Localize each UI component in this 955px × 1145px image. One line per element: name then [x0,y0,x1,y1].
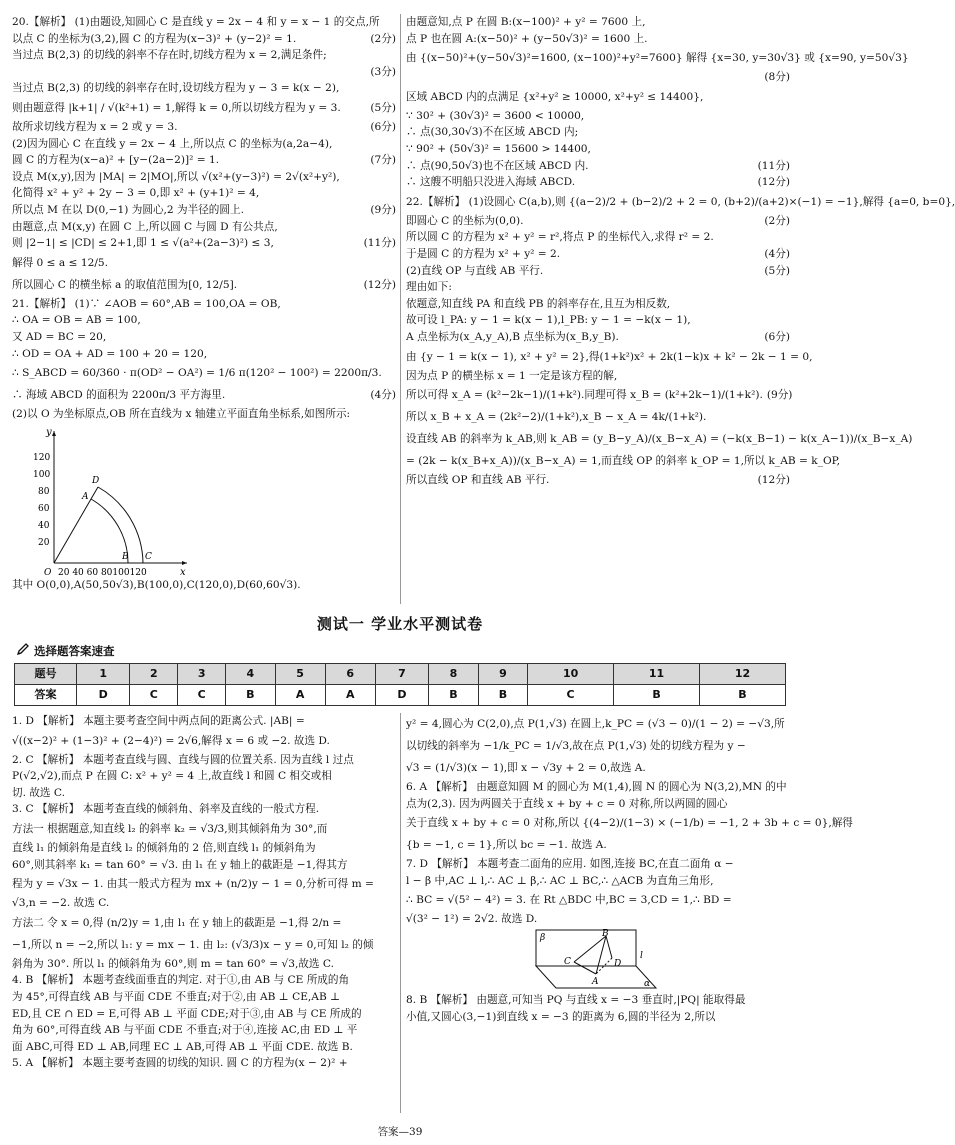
line-text: √3 = (1/√3)(x − 1),即 x − √3y + 2 = 0,故选 A. [406,762,646,774]
score-mark: (12分) [363,278,396,291]
section-title: 测试一 学业水平测试卷 [316,615,484,633]
question-number-cell: 10 [528,664,614,685]
text-line [12,219,396,236]
score-mark: (12分) [757,474,790,487]
text-line [12,235,396,252]
question-number-cell: 1 [77,664,130,685]
column-divider [400,14,401,604]
right-column-lower [406,713,853,1123]
dihedral-figure [406,928,790,992]
text-line [406,191,955,213]
line-text: 所以可得 x_A = (k²−2k−1)/(1+k²).同理可得 x_B = (k²+2k−1)/(1+k²). [406,389,763,402]
score-mark: (8分) [764,71,790,84]
column-divider-lower [400,713,401,1113]
line-text: 21.【解析】 (1)∵ ∠AOB = 60°,AB = 100,OA = OB, [12,297,281,310]
score-mark: (2分) [370,32,396,45]
answer-cell: C [130,685,178,706]
line-text: (2)因为圆心 C 在直线 y = 2x − 4 上,所以点 C 的坐标为(a,2a−4), [12,137,333,150]
line-text: 方法二 令 x = 0,得 (n/2)y = 1,由 l₁ 在 y 轴上的截距是 −1,得 2/n = [12,916,342,929]
text-line [12,577,396,594]
x-ticks: 20 40 60 80100120 [58,567,147,578]
line-text: ∴ S_ABCD = 60/360 · π(OD² − OA²) = 1/6 π(120² − 100²) = 2200π/3. [12,367,382,380]
line-text: ∵ 90² + (50√3)² = 15600 > 14400, [406,142,591,155]
line-text: 依题意,知直线 PA 和直线 PB 的斜率存在,且互为相反数, [406,297,671,310]
text-line [406,368,790,385]
text-line [406,812,853,834]
line-text: 故可设 l_PA: y − 1 = k(x − 1),l_PB: y − 1 = −k(x − 1), [406,314,691,327]
line-text: 为 45°,可得直线 AB 与平面 CDE 不垂直;对于②,由 AB ⊥ CE,AB ⊥ [12,990,341,1003]
y-tick: 40 [38,520,50,531]
line-text: {b = −1, c = 1},所以 bc = −1. 故选 A. [406,839,607,852]
line-text: 化简得 x² + y² + 2y − 3 = 0,即 x² + (y+1)² = 4, [12,187,260,200]
score-mark: (7分) [370,154,396,167]
line-text: 则 |2−1| ≤ |CD| ≤ 2+1,即 1 ≤ √(a²+(2a−3)²) ≤ 3, [12,237,274,250]
text-line [406,312,790,329]
answer-table-answer-row [15,685,786,706]
plane-beta-label: β [540,932,546,943]
text-line [12,31,396,48]
line-text: 理由如下: [406,281,452,294]
line-text: 7. D 【解析】 本题考查二面角的应用. 如图,连接 BC,在直二面角 α − [406,858,734,871]
answer-cell: A [325,685,375,706]
line-text: l − β 中,AC ⊥ l,∴ AC ⊥ β,∴ AC ⊥ BC,∴ △ACB 为直角三角形, [406,874,714,887]
line-text: 点为(2,3). 因为两圆关于直线 x + by + c = 0 对称,所以两圆的圆心 [406,797,728,810]
line-text: ∴ OA = OB = AB = 100, [12,314,141,327]
text-line [406,329,790,346]
line-text: 斜角为 30°. 所以 l₁ 的倾斜角为 60°,则 m = tan 60° = √3,故选 C. [12,957,334,970]
text-line [406,296,790,313]
line-text: 因为点 P 的横坐标 x = 1 一定是该方程的解, [406,369,618,382]
answer-cell: C [178,685,226,706]
score-mark: (11分) [363,237,396,250]
y-tick: 100 [33,469,51,480]
text-line [12,169,396,186]
line-text: 22.【解析】 (1)设圆心 C(a,b),则 {(a−2)/2 + (b−2)/2 + 2 = 0, (b+2)/(a+2)×(−1) = −1},解得 {a=0, b=0}, [406,195,955,208]
line-text: 由 {(x−50)²+(y−50√3)²=1600, (x−100)²+y²=7600} 解得 {x=30, y=30√3} 或 {x=90, y=50√3} [406,52,909,65]
score-mark: (4分) [764,247,790,260]
question-number-cell: 4 [226,664,275,685]
line-text: 角为 60°,可得直线 AB 与平面 CDE 不垂直;对于④,连接 AC,由 ED ⊥ 平 [12,1024,358,1037]
text-line [12,972,396,989]
line-text: 由题意,点 M(x,y) 在圆 C 上,所以圆 C 与圆 D 有公共点, [12,220,278,233]
text-line [12,857,396,874]
pencil-icon [16,642,30,661]
line-text: ∴ 点(90,50√3)也不在区域 ABCD 内. [406,159,589,172]
point-label-c: C [145,551,152,562]
text-line [12,818,396,840]
question-number-cell: 8 [429,664,478,685]
text-line [406,992,790,1009]
text-line [12,152,396,169]
text-line [12,956,396,973]
line-text: 方法一 根据题意,知直线 l₂ 的斜率 k₂ = √3/3,则其倾斜角为 30°,而 [12,822,328,835]
point-label-d: D [92,475,100,486]
line-text: (2)直线 OP 与直线 AB 平行. [406,264,544,277]
text-line [12,785,396,802]
line-text: 又 AD = BC = 20, [12,330,107,343]
line-text: 所以 x_B + x_A = (2k²−2)/(1+k²),x_B − x_A = 4k/(1+k²). [406,411,707,424]
line-text: 即圆心 C 的坐标为(0,0). [406,214,524,227]
dihedral-svg [406,928,790,992]
question-number-cell: 11 [614,664,700,685]
answer-cell: A [275,685,325,706]
fig-point-b: B [602,928,609,939]
text-line [12,185,396,202]
plane-alpha-label: α [644,978,651,989]
line-text: 故所求切线方程为 x = 2 或 y = 3. [12,120,178,133]
line-text: 1. D 【解析】 本题主要考查空间中两点间的距离公式. |AB| = [12,715,305,727]
text-line [12,713,396,730]
text-line [12,768,396,785]
point-label-b: B [122,551,129,562]
answer-cell: D [375,685,428,706]
line-text: P(√2,√2),而点 P 在圆 C: x² + y² = 4 上,故直线 l 和圆 C 相交或相 [12,770,332,783]
origin-label: O [44,567,52,578]
score-mark: (2分) [764,214,790,227]
question-number-cell: 9 [478,664,527,685]
line-text: 设直线 AB 的斜率为 k_AB,则 k_AB = (y_B−y_A)/(x_B−x_A) = (−k(x_B−1) − k(x_A−1))/(x_B−x_A) [406,433,913,446]
line-text: 所以点 M 在以 D(0,−1) 为圆心,2 为半径的圆上. [12,203,244,216]
line-text: √3,n = −2. 故选 C. [12,897,110,910]
text-line [12,346,396,363]
text-line [406,47,909,69]
line-text: 由 {y − 1 = k(x − 1), x² + y² = 2},得(1+k²)x² + 2k(1−k)x + k² − 2k − 1 = 0, [406,350,813,363]
text-line [406,735,790,757]
line-text: y² = 4,圆心为 C(2,0),点 P(1,√3) 在圆上,k_PC = (√3 − 0)/(1 − 2) = −√3,所 [406,718,785,730]
text-line [406,31,790,48]
text-line [12,362,396,384]
score-mark: (11分) [757,159,790,172]
text-line [12,252,396,274]
text-line [12,329,396,346]
text-line [12,202,396,219]
answer-table [14,663,786,706]
text-line [12,752,396,769]
text-line [12,119,396,136]
text-line [406,384,793,406]
text-line [12,1006,396,1023]
answer-heading [16,642,115,661]
line-text: 8. B 【解析】 由题意,可知当 PQ 与直线 x = −3 垂直时,|PQ| 能取得最 [406,993,746,1006]
text-line [406,246,790,263]
text-line [12,384,396,406]
fig-point-a: A [592,976,599,987]
text-line [12,47,396,64]
text-line [406,229,790,246]
text-line [406,69,790,86]
line-text: 由题意知,点 P 在圆 B:(x−100)² + y² = 7600 上, [406,16,646,28]
answer-cell: B [226,685,275,706]
line-text: 面 ABC,可得 ED ⊥ AB,同理 EC ⊥ AB,可得 AB ⊥ 平面 CDE. 故选 B. [12,1040,353,1053]
y-tick: 120 [33,452,51,463]
line-text: √(3² − 1²) = 2√2. 故选 D. [406,913,538,926]
text-line [406,911,790,928]
text-line [406,108,790,125]
text-line [12,312,396,329]
point-label-a: A [82,491,89,502]
text-line [12,989,396,1006]
line-text: 小值,又圆心(3,−1)到直线 x = −3 的距离为 6,圆的半径为 2,所以 [406,1010,716,1023]
line-text: 6. A 【解析】 由题意知圆 M 的圆心为 M(1,4),圆 N 的圆心为 N(3,2),MN 的中 [406,781,787,793]
line-text: −1,所以 n = −2,所以 l₁: y = mx − 1. 由 l₂: (√3/3)x − y = 0,可知 l₂ 的倾 [12,938,374,951]
line-text: 5. A 【解析】 本题主要考查圆的切线的知识. 圆 C 的方程为(x − 2)² + [12,1057,348,1070]
line-text: 区域 ABCD 内的点满足 {x²+y² ≥ 10000, x²+y² ≤ 14400}, [406,90,704,103]
line-text: 于是圆 C 的方程为 x² + y² = 2. [406,247,561,260]
score-mark: (12分) [757,176,790,189]
left-column-upper [12,14,396,604]
score-mark: (3分) [370,65,396,78]
text-line [406,889,790,911]
y-axis-label: y [46,426,52,438]
line-text: 关于直线 x + by + c = 0 对称,所以 {(4−2)/(1−3) × (−1/b) = −1, 2 + 3b + c = 0},解得 [406,817,853,830]
line-text: 则由题意得 |k+1| / √(k²+1) = 1,解得 k = 0,所以切线方程为 y = 3. [12,101,341,114]
line-text: ∴ 这艘不明船只没进入海域 ABCD. [406,176,576,189]
text-line [12,895,396,912]
text-line [406,796,790,813]
text-line [406,779,790,796]
text-line [12,80,396,97]
line-text: √((x−2)² + (1−3)² + (2−4)²) = 2√6,解得 x = 6 或 −2. 故选 D. [12,734,330,747]
text-line [406,757,790,779]
text-line [12,296,396,313]
text-line [12,873,396,895]
text-line [12,1055,396,1072]
text-line [12,64,396,81]
right-column-upper [406,14,955,604]
text-line [406,86,790,108]
line-text: 解得 0 ≤ a ≤ 12/5. [12,256,108,269]
text-line [406,406,790,428]
text-line [12,934,396,956]
line-text: 点 P 也在圆 A:(x−50)² + (y−50√3)² = 1600 上. [406,32,648,45]
text-line [406,856,790,873]
line-text: 直线 l₁ 的倾斜角是直线 l₂ 的倾斜角的 2 倍,则直线 l₁ 的倾斜角为 [12,841,316,854]
line-text: 2. C 【解析】 本题考查直线与圆、直线与圆的位置关系. 因为直线 l 过点 [12,753,354,766]
answer-cell: C [528,685,614,706]
line-text: 程为 y = √3x − 1. 由其一般式方程为 mx + (n/2)y − 1 = 0,分析可得 m = [12,878,374,891]
text-line [406,14,790,31]
text-line [12,406,396,423]
text-line [406,279,790,296]
text-line [12,840,396,857]
line-text: 以切线的斜率为 −1/k_PC = 1/√3,故在点 P(1,√3) 处的切线方程为 y − [406,740,746,752]
line-text: 所以圆心 C 的横坐标 a 的取值范围为[0, 12/5]. [12,278,238,291]
line-text: 20.【解析】 (1)由题设,知圆心 C 是直线 y = 2x − 4 和 y = x − 1 的交点,所 [12,16,380,28]
question-number-cell: 2 [130,664,178,685]
x-axis-label: x [180,566,186,578]
score-mark: (5分) [370,101,396,114]
question-number-cell: 6 [325,664,375,685]
text-line [406,450,841,472]
line-text: ∴ 点(30,30√3)不在区域 ABCD 内; [406,126,579,139]
row-label-number: 题号 [15,664,77,685]
text-line [406,873,790,890]
text-line [12,97,396,119]
line-text: ∴ 海域 ABCD 的面积为 2200π/3 平方海里. [12,389,226,402]
question-number-cell: 7 [375,664,428,685]
line-text: ∵ 30² + (30√3)² = 3600 < 10000, [406,109,585,122]
fig-point-d: D [614,958,622,969]
question-number-cell: 3 [178,664,226,685]
page-footer: 答案—39 [377,1126,423,1138]
score-mark: (5分) [764,264,790,277]
line-text: 其中 O(0,0),A(50,50√3),B(100,0),C(120,0),D(60,60√3). [12,578,301,591]
line-l-label: l [640,950,643,961]
line-text: 60°,则其斜率 k₁ = tan 60° = √3. 由 l₁ 在 y 轴上的截距是 −1,得其方 [12,858,348,871]
answer-cell: B [429,685,478,706]
line-text: A 点坐标为(x_A,y_A),B 点坐标为(x_B,y_B). [406,330,619,343]
y-tick: 80 [38,486,50,497]
question-number-cell: 5 [275,664,325,685]
text-line [12,136,396,153]
line-text: 设点 M(x,y),因为 |MA| = 2|MO|,所以 √(x²+(y−3)²) = 2√(x²+y²), [12,170,340,183]
score-mark: (6分) [370,120,396,133]
graph-svg [32,425,192,578]
answer-cell: B [614,685,700,706]
row-label-answer: 答案 [15,685,77,706]
coordinate-graph [32,425,396,578]
y-tick: 60 [38,503,50,514]
fig-point-c: C [564,956,571,967]
line-text: 切. 故选 C. [12,786,65,799]
line-text: (2)以 O 为坐标原点,OB 所在直线为 x 轴建立平面直角坐标系,如图所示: [12,408,351,421]
score-mark: (4分) [370,389,396,402]
score-mark: (6分) [764,330,790,343]
text-line [406,713,790,735]
answer-cell: D [77,685,130,706]
line-text: 当过点 B(2,3) 的切线的斜率不存在时,切线方程为 x = 2,满足条件; [12,49,327,62]
line-text: 4. B 【解析】 本题考查线面垂直的判定. 对于①,由 AB 与 CE 所成的角 [12,974,350,987]
text-line [406,213,790,230]
left-column-lower [12,713,396,1123]
answer-table-header-row [15,664,786,685]
question-number-cell: 12 [700,664,786,685]
text-line [12,14,396,31]
score-mark: (9分) [766,389,793,402]
line-text: 圆 C 的方程为(x−a)² + [y−(2a−2)]² = 1. [12,154,220,167]
text-line [406,124,790,141]
answer-cell: B [700,685,786,706]
text-line [406,174,790,191]
text-line [12,912,396,934]
line-text: 以点 C 的坐标为(3,2),圆 C 的方程为(x−3)² + (y−2)² = 1. [12,32,297,45]
line-text: ∴ BC = √(5² − 4²) = 3. 在 Rt △BDC 中,BC = 3,CD = 1,∴ BD = [406,894,732,907]
line-text: 3. C 【解析】 本题考查直线的倾斜角、斜率及直线的一般式方程. [12,803,320,816]
answer-heading-text: 选择题答案速查 [34,644,115,658]
y-tick: 20 [38,537,50,548]
text-line [12,1039,396,1056]
text-line [12,730,396,752]
text-line [406,428,913,450]
text-line [406,834,790,856]
line-text: 所以直线 OP 和直线 AB 平行. [406,474,550,487]
line-text: ED,且 CE ∩ ED = E,可得 AB ⊥ 平面 CDE;对于③,由 AB 与 CE 所成的 [12,1007,362,1020]
text-line [406,1009,790,1026]
text-line [406,472,790,489]
text-line [406,346,813,368]
text-line [406,158,790,175]
line-text: ∴ OD = OA + AD = 100 + 20 = 120, [12,347,208,360]
text-line [406,263,790,280]
line-text: = (2k − k(x_B+x_A))/(x_B−x_A) = 1,而直线 OP 的斜率 k_OP = 1,所以 k_AB = k_OP, [406,455,841,468]
line-text: 所以圆 C 的方程为 x² + y² = r²,将点 P 的坐标代入,求得 r² = 2. [406,231,714,244]
text-line [12,274,396,296]
text-line [406,141,790,158]
text-line [12,801,396,818]
text-line [12,1022,396,1039]
score-mark: (9分) [370,203,396,216]
line-text: 当过点 B(2,3) 的切线的斜率存在时,设切线方程为 y − 3 = k(x − 2), [12,82,340,95]
answer-cell: B [478,685,527,706]
